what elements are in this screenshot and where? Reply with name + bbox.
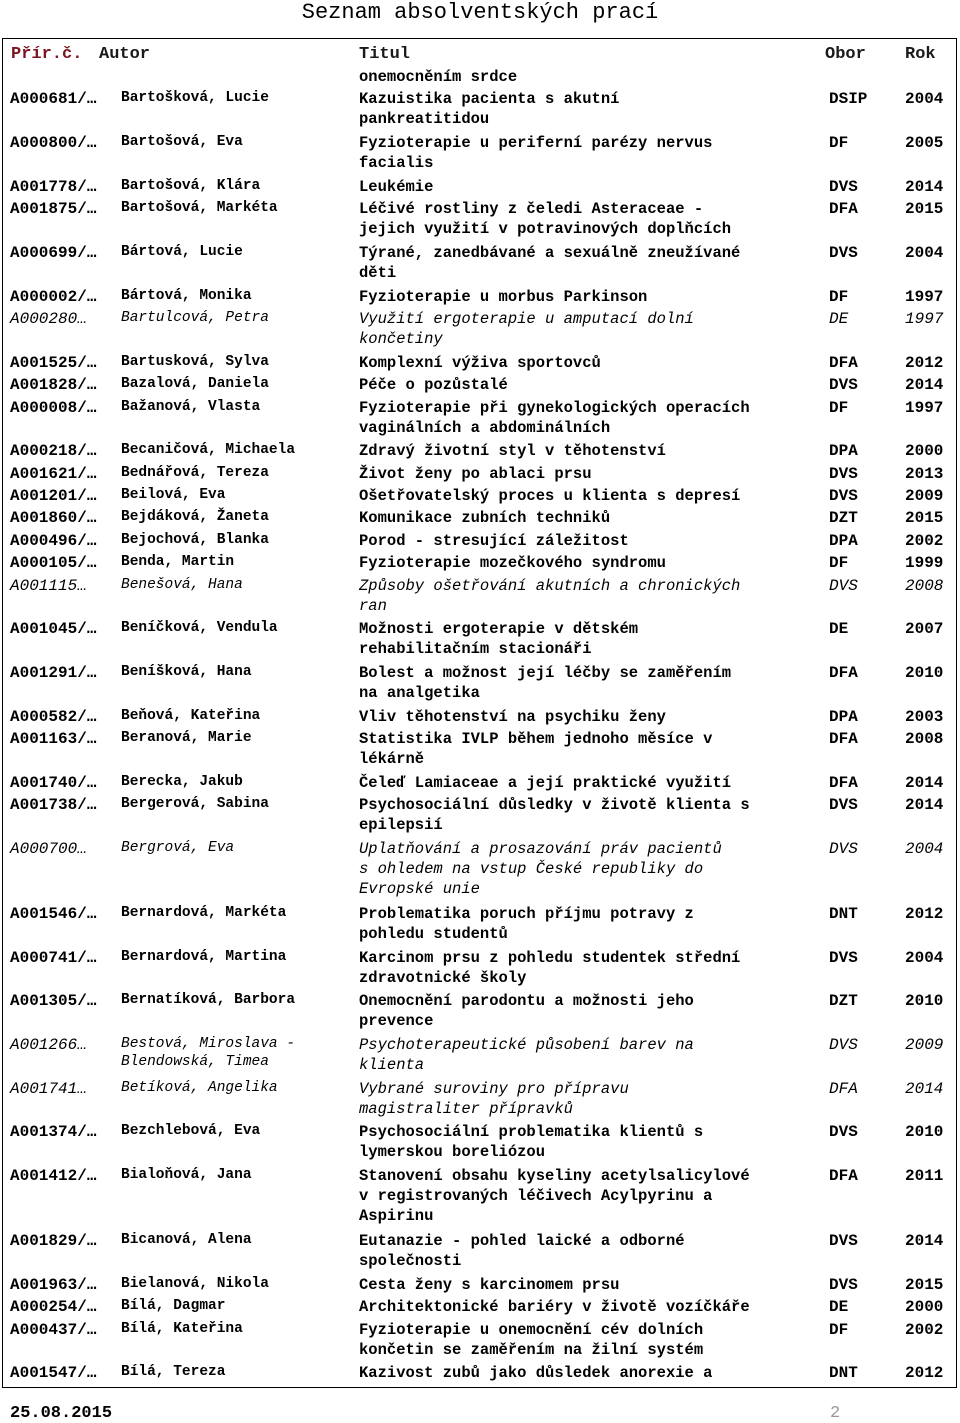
record-title: Vybrané suroviny pro přípravu magistraliter přípravků	[359, 1079, 629, 1118]
record-code: A000437/…	[10, 1320, 97, 1339]
record-year: 2014	[905, 773, 944, 792]
record-title: Fyzioterapie u morbus Parkinson	[359, 287, 648, 306]
record-title: Fyzioterapie u periferní parézy nervus facialis	[359, 134, 713, 173]
record-author: Bažanová, Vlasta	[121, 398, 261, 415]
record-author: Bielanová, Nikola	[121, 1275, 269, 1292]
record-code: A001963/…	[10, 1275, 97, 1294]
record-year: 2010	[905, 1123, 944, 1142]
record-code: A000008/…	[10, 398, 97, 417]
record-title: Kazuistika pacienta s akutní pankreatitidou	[359, 90, 620, 129]
page-number: 2	[830, 1404, 841, 1423]
record-year: 2003	[905, 707, 944, 726]
record-title: Komunikace zubních techniků	[359, 509, 611, 528]
record-year: 2014	[905, 1232, 944, 1251]
record-title: Čeleď Lamiaceae a její praktické využití	[359, 773, 732, 792]
record-obor: DE	[829, 310, 849, 328]
record-title: Cesta ženy s karcinomem prsu	[359, 1275, 620, 1294]
record-code: A001860/…	[10, 509, 97, 528]
record-author: Bialoňová, Jana	[121, 1167, 252, 1184]
record-obor: DPA	[829, 707, 858, 726]
record-obor: DNT	[829, 904, 858, 923]
record-code: A001266…	[10, 1036, 87, 1054]
record-code: A001828/…	[10, 376, 97, 395]
record-author: Bestová, Miroslava - Blendowská, Timea	[121, 1036, 296, 1070]
record-code: A001412/…	[10, 1167, 97, 1186]
record-author: Benda, Martin	[121, 554, 235, 571]
record-title: Vliv těhotenství na psychiku ženy	[359, 707, 666, 726]
record-title: Komplexní výživa sportovců	[359, 353, 601, 372]
record-author: Bílá, Tereza	[121, 1364, 226, 1381]
record-author: Bernardová, Markéta	[121, 904, 287, 921]
record-title: Fyzioterapie u onemocnění cév dolních končetin se zaměřením na žilní systém	[359, 1320, 704, 1359]
record-year: 2004	[905, 90, 944, 109]
header-rok: Rok	[905, 45, 936, 64]
record-code: A001291/…	[10, 664, 97, 682]
record-obor: DVS	[829, 376, 858, 395]
header-code: Přír.č.	[11, 45, 83, 64]
record-author: Bartošová, Markéta	[121, 200, 278, 217]
record-title: Kazivost zubů jako důsledek anorexie a	[359, 1364, 713, 1383]
record-title: Možnosti ergoterapie v dětském rehabilitačním stacionáři	[359, 620, 639, 659]
record-year: 1997	[905, 310, 944, 328]
record-author: Beníčková, Vendula	[121, 620, 278, 637]
record-title: Architektonické bariéry v životě vozíčkáře	[359, 1298, 750, 1317]
record-title: Léčivé rostliny z čeledi Asteraceae - jejich využití v potravinových doplňcích	[359, 200, 732, 239]
record-year: 2010	[905, 992, 944, 1011]
record-obor: DVS	[829, 243, 858, 262]
record-year: 2015	[905, 200, 944, 219]
record-obor: DZT	[829, 509, 858, 528]
record-author: Bártová, Monika	[121, 287, 252, 304]
record-year: 2005	[905, 134, 944, 153]
record-author: Bicanová, Alena	[121, 1232, 252, 1249]
record-author: Bartusková, Sylva	[121, 353, 269, 370]
record-code: A000254/…	[10, 1298, 97, 1317]
table-header	[3, 39, 956, 67]
record-author: Bartošová, Klára	[121, 177, 261, 194]
record-obor: DF	[829, 1320, 849, 1339]
record-code: A001875/…	[10, 200, 97, 219]
record-code: A000105/…	[10, 554, 97, 573]
record-author: Berecka, Jakub	[121, 773, 243, 790]
record-author: Bergerová, Sabina	[121, 796, 269, 813]
record-title: Problematika poruch příjmu potravy z pohledu studentů	[359, 904, 694, 943]
record-code: A000699/…	[10, 243, 97, 262]
record-year: 2014	[905, 376, 944, 395]
record-year: 2004	[905, 839, 944, 858]
record-title: Ošetřovatelský proces u klienta s depresí	[359, 487, 741, 505]
record-author: Bernatíková, Barbora	[121, 992, 296, 1009]
record-code: A001546/…	[10, 904, 97, 923]
record-obor: DF	[829, 554, 849, 573]
record-obor: DVS	[829, 1123, 858, 1142]
record-author: Bednářová, Tereza	[121, 464, 269, 481]
record-obor: DVS	[829, 464, 858, 483]
header-author: Autor	[99, 45, 151, 64]
record-author: Bernardová, Martina	[121, 948, 287, 965]
record-title: Karcinom prsu z pohledu studentek střední zdravotnické školy	[359, 948, 741, 987]
record-code: A000496/…	[10, 531, 97, 550]
record-code: A001621/…	[10, 464, 97, 483]
records-table	[2, 38, 957, 1388]
record-title: Uplatňování a prosazování práv pacientů s ohledem na vstup České republiky do Evropské unie	[359, 839, 722, 898]
record-code: A001829/…	[10, 1232, 97, 1251]
record-year: 2009	[905, 1036, 944, 1054]
record-obor: DSIP	[829, 90, 868, 109]
record-code: A001374/…	[10, 1123, 97, 1142]
record-code: A001201/…	[10, 487, 97, 505]
record-author: Beňová, Kateřina	[121, 707, 261, 724]
record-obor: DFA	[829, 1079, 858, 1098]
record-obor: DFA	[829, 773, 858, 792]
header-obor: Obor	[825, 45, 866, 64]
record-author: Bartošová, Eva	[121, 134, 243, 151]
record-year: 2013	[905, 464, 944, 483]
record-obor: DVS	[829, 576, 858, 595]
record-year: 1997	[905, 287, 944, 306]
record-title: Psychoterapeutické působení barev na klienta	[359, 1036, 694, 1074]
record-code: A000681/…	[10, 90, 97, 109]
record-author: Bílá, Dagmar	[121, 1298, 226, 1315]
record-year: 2012	[905, 353, 944, 372]
record-code: A001738/…	[10, 796, 97, 815]
record-author: Bártová, Lucie	[121, 243, 243, 260]
record-year: 2012	[905, 1364, 944, 1383]
record-year: 2009	[905, 487, 944, 505]
record-title: Eutanazie - pohled laické a odborné společnosti	[359, 1232, 685, 1271]
record-year: 2014	[905, 796, 944, 815]
record-year: 2000	[905, 442, 944, 461]
record-code: A000700…	[10, 839, 87, 858]
record-author: Bílá, Kateřina	[121, 1320, 243, 1337]
record-title: Využití ergoterapie u amputací dolní končetiny	[359, 310, 694, 348]
record-obor: DVS	[829, 177, 858, 196]
record-year: 2014	[905, 1079, 944, 1098]
record-author: Bergrová, Eva	[121, 839, 235, 856]
record-obor: DPA	[829, 531, 858, 550]
record-author: Bartošková, Lucie	[121, 90, 269, 107]
record-obor: DFA	[829, 353, 858, 372]
record-title: Statistika IVLP během jednoho měsíce v lékárně	[359, 730, 713, 769]
record-obor: DVS	[829, 796, 858, 815]
record-code: A001741…	[10, 1079, 87, 1098]
record-author: Bejochová, Blanka	[121, 531, 269, 548]
record-year: 1997	[905, 398, 944, 417]
record-obor: DF	[829, 398, 849, 417]
record-year: 1999	[905, 554, 944, 573]
record-obor: DZT	[829, 992, 858, 1011]
record-year: 2010	[905, 664, 944, 682]
record-obor: DVS	[829, 1036, 858, 1054]
record-obor: DF	[829, 134, 849, 153]
record-year: 2007	[905, 620, 944, 639]
record-author: Betíková, Angelika	[121, 1079, 278, 1096]
record-author: Bezchlebová, Eva	[121, 1123, 261, 1140]
record-year: 2011	[905, 1167, 944, 1186]
record-year: 2000	[905, 1298, 944, 1317]
record-year: 2004	[905, 243, 944, 262]
record-obor: DE	[829, 620, 849, 639]
record-title: Týrané, zanedbávané a sexuálně zneužívané děti	[359, 243, 741, 282]
record-author: Benešová, Hana	[121, 576, 243, 593]
record-title: Leukémie	[359, 177, 434, 196]
record-year: 2015	[905, 509, 944, 528]
record-code: A000800/…	[10, 134, 97, 153]
record-code: A000002/…	[10, 287, 97, 306]
record-obor: DFA	[829, 664, 858, 682]
header-title: Titul	[359, 45, 411, 64]
record-title: Bolest a možnost její léčby se zaměřením na analgetika	[359, 664, 732, 702]
record-author: Bejdáková, Žaneta	[121, 509, 269, 526]
record-year: 2008	[905, 730, 944, 749]
record-author: Beníšková, Hana	[121, 664, 252, 680]
page-title: Seznam absolventských prací	[301, 0, 659, 25]
record-title: Psychosociální důsledky v životě klienta s epilepsií	[359, 796, 750, 835]
record-author: Bazalová, Daniela	[121, 376, 269, 393]
record-title: Fyzioterapie mozečkového syndromu	[359, 554, 666, 573]
record-code: A000218/…	[10, 442, 97, 461]
record-year: 2002	[905, 531, 944, 550]
record-title: Péče o pozůstalé	[359, 376, 508, 395]
record-author: Beranová, Marie	[121, 730, 252, 747]
record-author: Beilová, Eva	[121, 487, 226, 503]
record-title: onemocněním srdce	[359, 68, 518, 86]
record-obor: DFA	[829, 200, 858, 219]
record-code: A000280…	[10, 310, 87, 328]
record-obor: DNT	[829, 1364, 858, 1383]
record-obor: DVS	[829, 1232, 858, 1251]
record-year: 2014	[905, 177, 944, 196]
record-code: A001305/…	[10, 992, 97, 1011]
record-obor: DE	[829, 1298, 849, 1317]
record-year: 2002	[905, 1320, 944, 1339]
record-code: A001740/…	[10, 773, 97, 792]
record-obor: DFA	[829, 1167, 858, 1186]
record-obor: DVS	[829, 839, 858, 858]
record-obor: DVS	[829, 487, 858, 505]
record-obor: DVS	[829, 948, 858, 967]
record-title: Onemocnění parodontu a možnosti jeho prevence	[359, 992, 694, 1031]
print-date: 25.08.2015	[10, 1404, 113, 1423]
record-title: Stanovení obsahu kyseliny acetylsalicylové v registrovaných léčivech Acylpyrinu a Aspirinu	[359, 1167, 750, 1226]
record-title: Porod - stresující záležitost	[359, 531, 629, 550]
record-code: A001525/…	[10, 353, 97, 372]
record-code: A001163/…	[10, 730, 97, 749]
record-code: A000741/…	[10, 948, 97, 967]
record-obor: DVS	[829, 1275, 858, 1294]
record-title: Zdravý životní styl v těhotenství	[359, 442, 666, 461]
record-obor: DPA	[829, 442, 858, 461]
record-title: Fyzioterapie při gynekologických operacích vaginálních a abdominálních	[359, 398, 750, 437]
record-code: A001778/…	[10, 177, 97, 196]
record-code: A001045/…	[10, 620, 97, 639]
record-year: 2012	[905, 904, 944, 923]
record-title: Způsoby ošetřování akutních a chronických ran	[359, 576, 741, 615]
record-code: A001547/…	[10, 1364, 97, 1383]
record-obor: DF	[829, 287, 849, 306]
record-obor: DFA	[829, 730, 858, 749]
record-author: Becaničová, Michaela	[121, 442, 296, 459]
record-code: A000582/…	[10, 707, 97, 726]
record-year: 2004	[905, 948, 944, 967]
record-author: Bartulcová, Petra	[121, 310, 269, 326]
record-year: 2015	[905, 1275, 944, 1294]
record-title: Psychosociální problematika klientů s lymerskou boreliózou	[359, 1123, 704, 1162]
record-title: Život ženy po ablaci prsu	[359, 464, 592, 483]
record-code: A001115…	[10, 576, 87, 595]
record-year: 2008	[905, 576, 944, 595]
